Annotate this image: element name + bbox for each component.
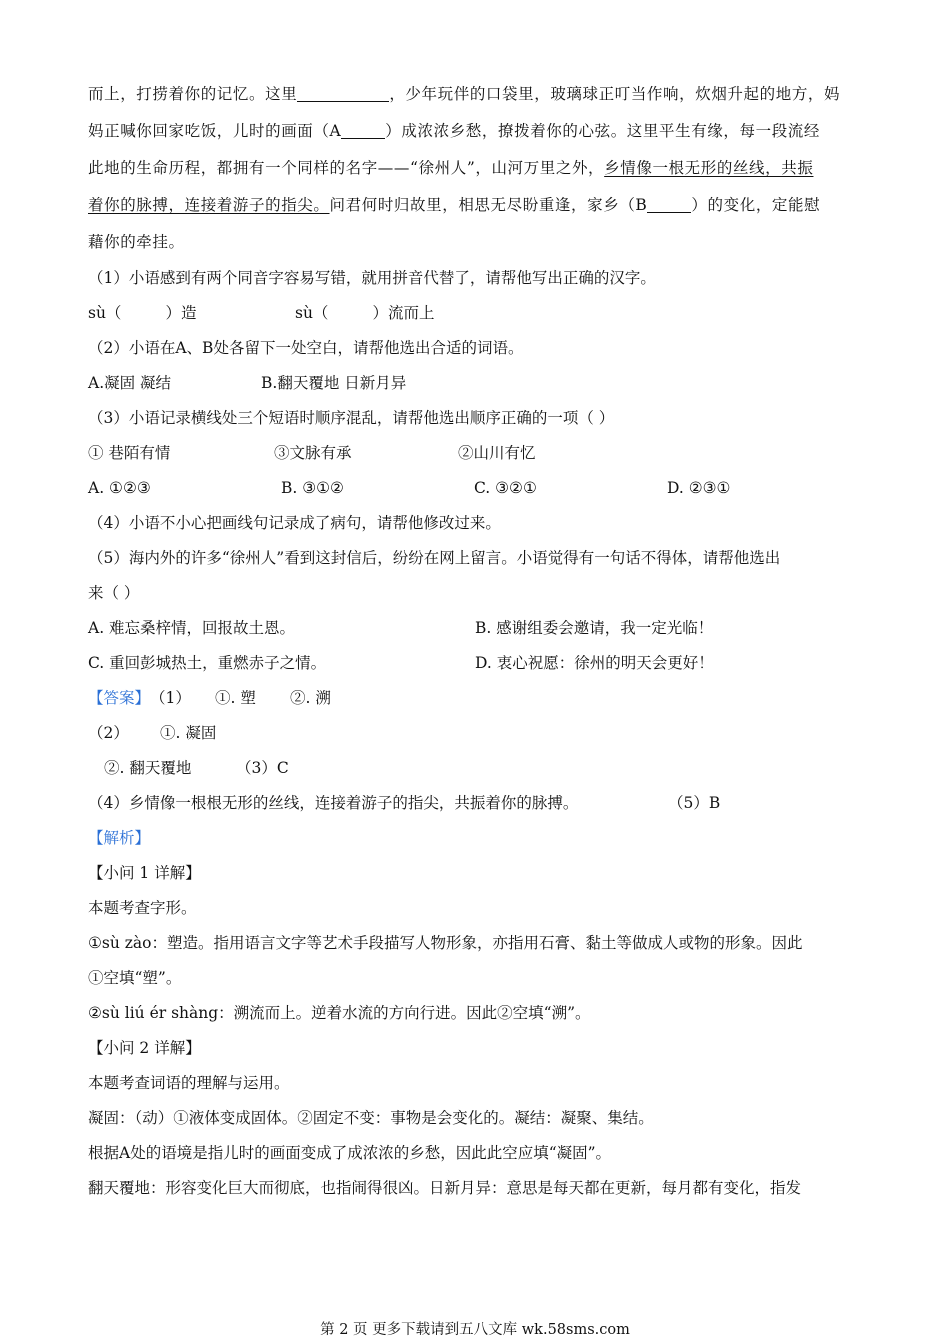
analysis-text: 凝固：（动）①液体变成固体。②固定不变：事物是会变化的。凝结：凝聚、集结。 <box>88 1109 654 1127</box>
underlined-sentence: 着你的脉搏，连接着游子的指尖。 <box>88 196 330 214</box>
section-title: 【小问 2 详解】 <box>88 1039 201 1057</box>
question-2-options <box>88 366 860 401</box>
option-c[interactable]: C. ③②① <box>474 479 537 497</box>
phrase-item: ① 巷陌有情 <box>88 444 171 462</box>
analysis-tag-row <box>88 821 860 856</box>
analysis-text: 根据A处的语境是指儿时的画面变成了成浓浓的乡愁，因此此空应填“凝固”。 <box>88 1144 612 1162</box>
answer-line-2: （2） ①. 凝固 <box>88 724 217 742</box>
option-d[interactable]: D. ②③① <box>667 479 731 497</box>
analysis-text: ①空填“塑”。 <box>88 969 182 987</box>
passage-line-3: 此地的生命历程，都拥有一个同样的名字——“徐州人”，山河万里之外，乡情像一根无形的丝线，共振 <box>88 159 814 177</box>
passage-line-1: 而上，打捞着你的记忆。这里 ，少年玩伴的口袋里，玻璃球正叮当作响，炊烟升起的地方，妈 <box>88 85 841 103</box>
phrase-item: ③文脉有承 <box>274 444 352 462</box>
analysis-text: 本题考查词语的理解与运用。 <box>88 1074 290 1092</box>
option-a[interactable]: A.凝固 凝结 <box>88 374 172 392</box>
analysis-text: 翻天覆地：形容变化巨大而彻底，也指闹得很凶。日新月异：意思是每天都在更新，每月都有变化，指发 <box>88 1179 802 1197</box>
question-3-options <box>88 471 860 506</box>
answer-line-4: （4）乡情像一根根无形的丝线，连接着游子的指尖，共振着你的脉搏。 （5）B <box>88 794 721 812</box>
option-a[interactable]: A. ①②③ <box>88 479 151 497</box>
question-2: （2）小语在A、B处各留下一处空白，请帮他选出合适的词语。 <box>88 339 524 357</box>
answer-line-1: 【答案】 （1） ①. 塑 ②. 溯 <box>88 681 860 716</box>
answer-tag: 【答案】 <box>88 689 151 707</box>
option-b[interactable]: B.翻天覆地 日新月异 <box>261 374 407 392</box>
blank-line[interactable] <box>297 83 389 102</box>
analysis-text: 本题考查字形。 <box>88 899 197 917</box>
question-5: （5）海内外的许多“徐州人”看到这封信后，纷纷在网上留言。小语觉得有一句话不得体，请帮他选出 <box>88 549 781 567</box>
passage-line-2: 妈正喊你回家吃饭，儿时的画面（A ）成浓浓乡愁，撩拨着你的心弦。这里平生有缘，每一段流经 <box>88 122 820 140</box>
blank-b[interactable] <box>647 194 691 213</box>
question-1: （1）小语感到有两个同音字容易写错，就用拼音代替了，请帮他写出正确的汉字。 <box>88 269 656 287</box>
analysis-text: ①sù zào：塑造。指用语言文字等艺术手段描写人物形象，亦指用石膏、黏土等做成人或物的形象。因此 <box>88 934 803 952</box>
question-3: （3）小语记录横线处三个短语时顺序混乱，请帮他选出顺序正确的一项（ ） <box>88 409 615 427</box>
question-5-options <box>88 646 860 681</box>
question-4: （4）小语不小心把画线句记录成了病句，请帮他修改过来。 <box>88 514 501 532</box>
page-footer: 第 2 页 更多下载请到五八文库 wk.58sms.com <box>320 1322 630 1338</box>
passage-line-5: 藉你的牵挂。 <box>88 233 185 251</box>
document-page <box>88 76 860 1206</box>
section-title: 【小问 1 详解】 <box>88 864 201 882</box>
passage-line-4: 着你的脉搏，连接着游子的指尖。问君何时归故里，相思无尽盼重逢，家乡（B ）的变化，定能慰 <box>88 196 821 214</box>
underlined-sentence: 乡情像一根无形的丝线，共振 <box>604 159 814 177</box>
option-b[interactable]: B. 感谢组委会邀请，我一定光临！ <box>475 619 714 637</box>
question-5-options <box>88 611 860 646</box>
question-5-cont: 来（ ） <box>88 584 140 602</box>
analysis-text: ②sù liú ér shàng：溯流而上。逆着水流的方向行进。因此②空填“溯”。 <box>88 1004 591 1022</box>
option-a[interactable]: A. 难忘桑梓情，回报故土恩。 <box>88 619 296 637</box>
answer-line-3: ②. 翻天覆地 （3）C <box>104 759 289 777</box>
phrase-item: ②山川有忆 <box>458 444 536 462</box>
blank-a[interactable] <box>341 120 385 139</box>
question-3-items <box>88 436 860 471</box>
option-c[interactable]: C. 重回彭城热土，重燃赤子之情。 <box>88 654 327 672</box>
option-d[interactable]: D. 衷心祝愿：徐州的明天会更好！ <box>475 654 714 672</box>
question-1-blanks: sù（ ）造 sù（ ）流而上 <box>88 304 435 322</box>
analysis-tag: 【解析】 <box>88 829 151 847</box>
option-b[interactable]: B. ③①② <box>281 479 344 497</box>
